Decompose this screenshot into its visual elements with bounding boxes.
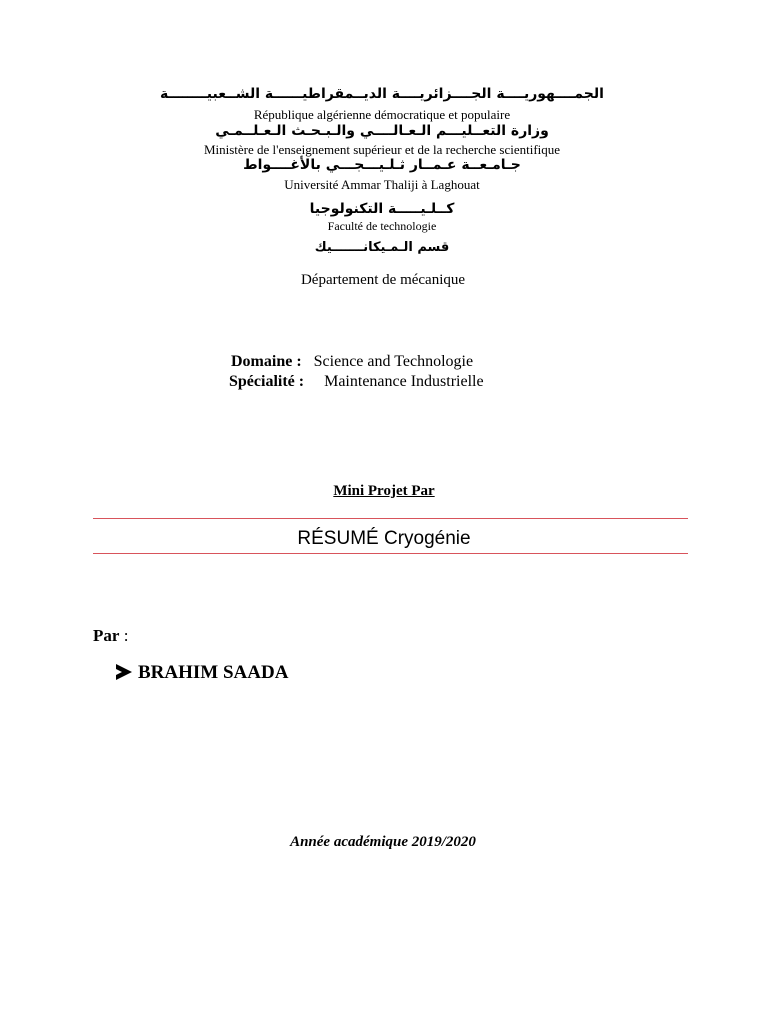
specialty-label: Spécialité : <box>229 373 305 390</box>
faculty-arabic: كــلـيـــــة التكنولوجيا <box>309 201 455 217</box>
arrow-bullet-icon <box>116 664 132 680</box>
title-top-rule <box>93 518 688 519</box>
domain-value: Science and Technologie <box>313 353 474 370</box>
specialty-row <box>229 373 484 391</box>
domain-label: Domaine : <box>231 353 302 370</box>
academic-year: Année académique 2019/2020 <box>290 834 476 850</box>
department-french: Département de mécanique <box>300 272 466 288</box>
author-name: BRAHIM SAADA <box>138 662 289 683</box>
faculty-french: Faculté de technologie <box>327 219 437 233</box>
ministry-french: Ministère de l'enseignement supérieur et de la recherche scientifique <box>203 142 561 157</box>
by-line <box>93 626 128 646</box>
department-arabic: قسم الـمـيكانـــــــيك <box>314 240 450 255</box>
by-label: Par <box>93 626 120 645</box>
mini-project-heading: Mini Projet Par <box>333 483 435 499</box>
by-colon: : <box>119 626 129 645</box>
republic-french: République algérienne démocratique et populaire <box>253 107 511 122</box>
ministry-arabic: وزارة التعــليـــم الـعـالــــي والـبـحـث الـعـلــمـي <box>215 123 549 139</box>
author-entry <box>116 662 288 684</box>
republic-arabic: الجمــــهوريــــة الجــــزائريــــة الديــمقراطيــــــة الشــعبيــــــــة <box>160 86 604 102</box>
specialty-value: Maintenance Industrielle <box>324 373 484 390</box>
university-arabic: جـامـعــة عـمــار ثـلـيـــجـــي بالأغــــواط <box>243 157 521 173</box>
university-french: Université Ammar Thaliji à Laghouat <box>284 177 480 192</box>
title-bottom-rule <box>93 553 688 554</box>
project-title: RÉSUMÉ Cryogénie <box>297 528 471 549</box>
domain-row <box>231 353 473 371</box>
